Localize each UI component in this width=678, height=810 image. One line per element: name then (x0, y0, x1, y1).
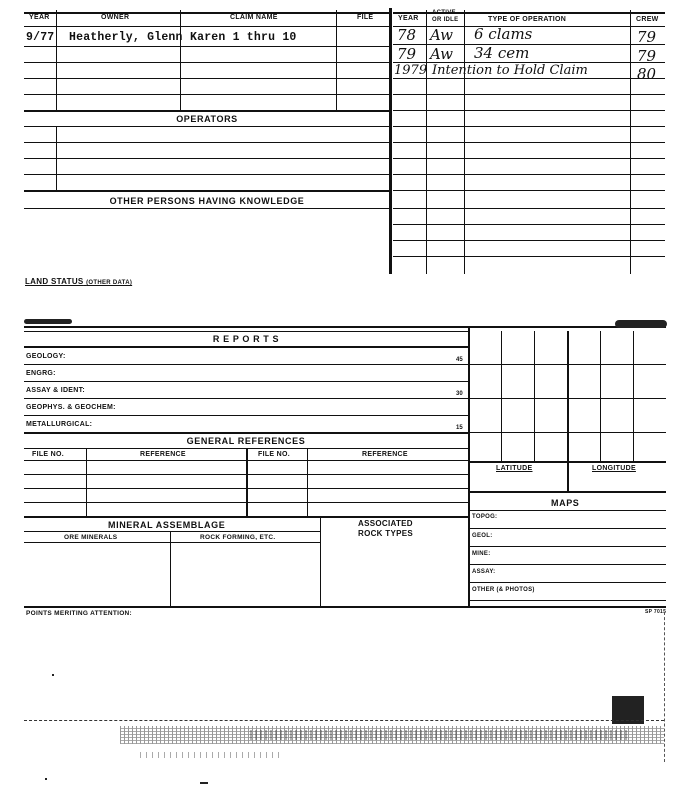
op-row-3-crew: 80 (637, 65, 657, 83)
ref-reference-1: REFERENCE (140, 451, 186, 458)
op-row-3-type: Intention to Hold Claim (432, 63, 588, 78)
report-assay: ASSAY & IDENT: (26, 387, 86, 394)
ops-crew-header: CREW (636, 16, 659, 23)
op-row-1-type: 6 clams (474, 25, 533, 43)
general-references-title: GENERAL REFERENCES (186, 436, 306, 446)
associated-line-2: ROCK TYPES (358, 529, 414, 538)
other-persons-label: OTHER PERSONS HAVING KNOWLEDGE (109, 196, 305, 206)
report-geology-num: 45 (456, 357, 463, 363)
ops-year-header: YEAR (398, 15, 419, 22)
op-row-2-type: 34 cem (474, 44, 530, 62)
claims-year-header: YEAR (29, 14, 50, 21)
op-row-2-crew: 79 (637, 47, 657, 65)
rock-forming-label: ROCK FORMING, ETC. (200, 534, 276, 541)
op-row-1-status: Aw (430, 26, 453, 44)
ore-minerals-label: ORE MINERALS (64, 534, 118, 541)
ops-type-header: TYPE OF OPERATION (488, 16, 567, 23)
op-row-2-status: Aw (430, 45, 453, 63)
claim-name: Karen 1 thru 10 (190, 31, 297, 44)
longitude-label: LONGITUDE (592, 465, 636, 472)
maps-title: MAPS (551, 498, 580, 508)
operators-label: OPERATORS (176, 114, 238, 124)
claims-file-header: FILE (357, 14, 374, 21)
report-geophys: GEOPHYS. & GEOCHEM: (26, 404, 116, 411)
ref-reference-2: REFERENCE (362, 451, 408, 458)
latitude-label: LATITUDE (496, 465, 533, 472)
ref-file-no-2: FILE NO. (258, 451, 290, 458)
op-row-3-year: 1979 (394, 63, 428, 78)
associated-line-1: ASSOCIATED (358, 519, 413, 528)
mineral-assemblage-title: MINERAL ASSEMBLAGE (108, 520, 226, 530)
map-geol: GEOL: (472, 533, 493, 539)
op-row-2-year: 79 (397, 45, 417, 63)
ops-active-header: ACTIVE (432, 10, 456, 16)
claim-owner: Heatherly, Glenn (69, 31, 183, 44)
op-row-1-year: 78 (397, 26, 417, 44)
report-engrg: ENGRG: (26, 370, 56, 377)
report-metallurgical: METALLURGICAL: (26, 421, 93, 428)
points-meriting-attention: POINTS MERITING ATTENTION: (26, 610, 133, 617)
report-metallurgical-num: 15 (456, 425, 463, 431)
ref-file-no-1: FILE NO. (32, 451, 64, 458)
report-assay-num: 30 (456, 391, 463, 397)
claim-year: 9/77 (26, 31, 55, 44)
map-other: OTHER (& PHOTOS) (472, 587, 535, 593)
ops-idle-header: OR IDLE (432, 17, 459, 23)
op-row-1-crew: 79 (637, 28, 657, 46)
map-mine: MINE: (472, 551, 491, 557)
map-topog: TOPOG: (472, 514, 498, 520)
claims-owner-header: OWNER (101, 14, 130, 21)
form-code: SP 7015 (645, 609, 667, 615)
reports-title: R E P O R T S (212, 334, 280, 344)
map-assay: ASSAY: (472, 569, 496, 575)
report-geology: GEOLOGY: (26, 353, 66, 360)
land-status-label: LAND STATUS (OTHER DATA) (25, 277, 133, 286)
claims-name-header: CLAIM NAME (230, 14, 278, 21)
